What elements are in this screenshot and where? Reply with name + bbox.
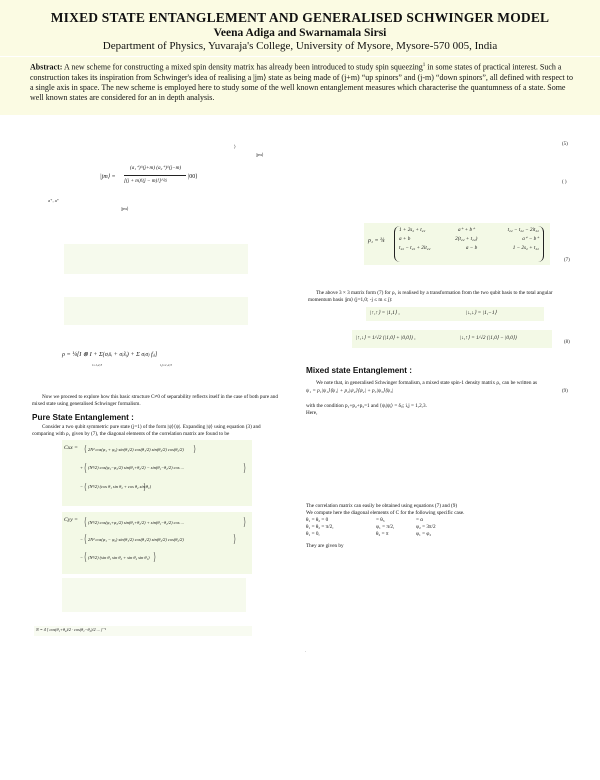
case-cell: = α (416, 517, 423, 523)
mixed-state-equation: ψ₁ = p₁|ψ₁⟩⟨ψ₁| + p₂|ψ₂⟩⟨ψ₂| + p₃|ψ₃⟩⟨ψ₃| (306, 388, 394, 394)
rho1-lhs: ρ₁ = ¼ (368, 238, 385, 244)
title-band (0, 0, 600, 56)
equation-jm-lhs: |jm⟩ = (100, 174, 116, 180)
rho-equation-sub-1: i=1,2,3 (92, 363, 103, 367)
case-cell: θ₁ = θ₂ = 0 (306, 517, 329, 523)
svg-text:(N²/2) cos(φ₁−φ₂/2) sin(θ₁+θ₂/: (N²/2) cos(φ₁−φ₂/2) sin(θ₁+θ₂/2) − sin(θ₁−θ₂/2) cos ... (88, 465, 184, 470)
stray-bracket: ⟩ (234, 144, 236, 149)
abstract (30, 61, 578, 103)
matrix-row-2 (399, 235, 539, 244)
matrix-cell: t₂₂ − t₂₂ − 2it₂₂ (507, 227, 539, 233)
equation-jm-vacuum: |00⟩ (188, 174, 198, 180)
equation-number-5: (5) (562, 142, 568, 147)
rho-equation (62, 350, 242, 370)
matrix-row-1 (399, 226, 539, 235)
pure-state-heading: Pure State Entanglement : (32, 413, 134, 422)
case-cell: = θ₃ (376, 517, 385, 523)
equation-jm-denominator: [(j + m)!(j − m)!]^½ (124, 178, 168, 184)
matrix-cell: 1 − 2s₂ + t₂₂ (512, 245, 539, 251)
svg-text:−: − (80, 537, 83, 542)
paragraph-specific-case: We compute here the diagonal elements of C for the following specific case. (306, 510, 465, 516)
paper-authors: Veena Adiga and Swarnamala Sirsi (213, 27, 387, 39)
czz-equation-box (62, 578, 246, 612)
paragraph-correlation: The correlation matrix can easily be obtained using equations (7) and (9) (306, 503, 458, 509)
case-cell: φ₁ = π/2, (376, 523, 395, 530)
svg-text:2N² cos(φ₁ + φ₂) sin(θ₁/2) cos: 2N² cos(φ₁ + φ₂) sin(θ₁/2) cos(θ₁/2) sin(θ₂/2) cos(θ₂/2) (88, 447, 184, 452)
basis-down-up: |↓,↑⟩ = 1/√2 {|1,0⟩ − |0,0⟩} (460, 335, 517, 341)
creation-operators: a⁺, a⁺ (48, 198, 60, 203)
svg-text:−: − (80, 484, 83, 489)
paper-affiliation: Department of Physics, Yuvaraja's College, University of Mysore, Mysore-570 005, India (102, 40, 498, 52)
abstract-text-2: in some states of practical interest. Such a construction takes its inspiration from Schwinger's idea of realising a |jm⟩ state as being made of (j+m) “up spinors” and (j-m) “down spinors”, all defined with respect to a single axis in space. The new scheme is employed here to study some of the well known entanglement measures which characterise the quantumness of a state. Some well known states are considered for an in depth analysis. (30, 62, 573, 102)
rho1-matrix (394, 226, 544, 262)
case-cell: θ₂ = π (376, 530, 389, 537)
equation-box-2 (64, 297, 248, 325)
cxx-equation-box (62, 440, 252, 506)
given-by-label: They are given by (306, 543, 344, 549)
matrix-cell: 2(t₂₂ + t₂₂) (455, 236, 478, 242)
basis-box-1 (366, 307, 544, 321)
equation-number-6: ( ) (562, 180, 567, 185)
paragraph-mixed-state: We note that, in generalised Schwinger formalism, a mixed state spin-1 density matrix ρ₁ can be written as (316, 380, 538, 386)
matrix-cell: 1 + 2s₂ + t₂₂ (399, 227, 426, 233)
basis-up-down: |↑,↓⟩ = 1/√2 {|1,0⟩ + |0,0⟩} , (356, 335, 416, 341)
abstract-ref: 1 (422, 63, 426, 68)
case-row-1 (306, 517, 506, 524)
case-cell: φ₁ = φ₂ (416, 530, 432, 537)
rho-equation-sub-2: i,j=1,2,3 (160, 363, 172, 367)
cyy-equation-box (62, 512, 252, 574)
case-row-3 (306, 531, 506, 538)
normalisation-equation-box (34, 626, 252, 636)
svg-text:2N² cos(φ₁ − φ₂) sin(θ₁/2) cos: 2N² cos(φ₁ − φ₂) sin(θ₁/2) cos(θ₁/2) sin(θ₂/2) cos(θ₂/2) (88, 537, 184, 542)
equation-number-8: (8) (564, 340, 570, 345)
equation-number-7: (7) (564, 258, 570, 263)
matrix-cell: a + b (399, 236, 411, 242)
matrix-cell: t₂₂ − t₂₂ + 2it₂₂ (399, 245, 431, 251)
abstract-band (0, 57, 600, 115)
cxx-expression (80, 442, 250, 504)
svg-text:+: + (80, 465, 83, 470)
equation-jm-numerator: (a₁⁺)^(j+m) (a₂⁺)^(j−m) (130, 165, 182, 171)
matrix-cell: a − b (465, 245, 478, 251)
abstract-text: A new scheme for constructing a mixed spin density matrix has already been introduced to study spin squeezing (62, 62, 423, 72)
svg-text:(N²/2) cos(φ₁+φ₂/2) sin(θ₁+θ₂/: (N²/2) cos(φ₁+φ₂/2) sin(θ₁+θ₂/2) + sin(θ₁−θ₂/2) cos ... (88, 520, 184, 525)
case-list (306, 517, 506, 537)
ket-label: |jm⟩ (256, 152, 264, 157)
paper-title: MIXED STATE ENTANGLEMENT AND GENERALISED SCHWINGER MODEL (50, 10, 550, 25)
normalisation-equation: N = 4 [ cos(θ₁+θ₂)/2 · cos(θ₁−θ₂)/2 ... ]⁻¹ (36, 627, 106, 632)
matrix-cell: a⁺ + b⁺ (458, 227, 475, 233)
paragraph-separability: Now we proceed to explore how this basic structure C≠0 of separability reflects itself in the case of both pure and mixed state using generalised Schwinger formalism. (32, 394, 278, 407)
svg-text:(N²/2) (sin θ₁ sin θ₂ + sin θ₂: (N²/2) (sin θ₁ sin θ₂ + sin θ₂ sin θ₁) (88, 555, 150, 560)
svg-text:−: − (80, 555, 83, 560)
here-label: Here, (306, 410, 318, 416)
cyy-expression (80, 514, 250, 572)
abstract-label: Abstract: (30, 62, 63, 72)
basis-box-2 (352, 330, 552, 348)
basis-down-down: |↓,↓⟩ = |1,−1⟩ (466, 310, 497, 316)
case-cell: φ₂ = 3π/2 (416, 523, 436, 530)
cyy-lhs: Cyy = (64, 517, 78, 523)
basis-up-up: |↑,↑⟩ = |1,1⟩ , (370, 310, 400, 316)
equation-number-9: (9) (562, 389, 568, 394)
paragraph-pure-state: Consider a two qubit symmetric pure state (j=1) of the form |ψ⟩⟨ψ|. Expanding |ψ⟩ using equation (3) and comparing with ρ₁ given by (7), the diagonal elements of the correlation matrix are found to be (32, 424, 261, 437)
matrix-row-3 (399, 244, 539, 253)
case-row-2 (306, 524, 506, 531)
paragraph-basis-transform: The above 3 × 3 matrix form (7) for ρ₁ is realised by a transformation from the two qubit basis to the total angular momentum basis |jm⟩ (j=1,0; -j ≤ m ≤ j): (308, 290, 553, 303)
fraction-bar (124, 175, 186, 176)
equation-box-1 (64, 244, 248, 274)
equation-jm (100, 164, 260, 196)
footer-mark: . (305, 648, 307, 653)
cxx-lhs: Cxx = (64, 445, 78, 451)
mixed-state-heading: Mixed state Entanglement : (306, 366, 413, 375)
ket-label-2: |jm⟩ (121, 206, 129, 211)
case-cell: θ₁ = θ₂ = π/2, (306, 523, 334, 530)
svg-text:(N²/2) (cos θ₁ sin θ₂ + cos θ₂: (N²/2) (cos θ₁ sin θ₂ + cos θ₂ sin θ₁) (88, 484, 152, 489)
normalisation-condition: with the condition p₁+p₂+p₃=1 and ⟨ψᵢ|ψⱼ⟩ = δᵢⱼ; i,j = 1,2,3. (306, 403, 427, 409)
rho-equation-body: ρ = ¼[I ⊗ I + Σ(σᵢs̄ᵢ + σᵢs̃ᵢ) + Σ σᵢσⱼ fᵢⱼ] (62, 351, 158, 358)
rho1-matrix-box (364, 223, 550, 265)
matrix-cell: a⁺ − b⁺ (522, 236, 539, 242)
case-cell: θ₁ = 0, (306, 530, 320, 537)
